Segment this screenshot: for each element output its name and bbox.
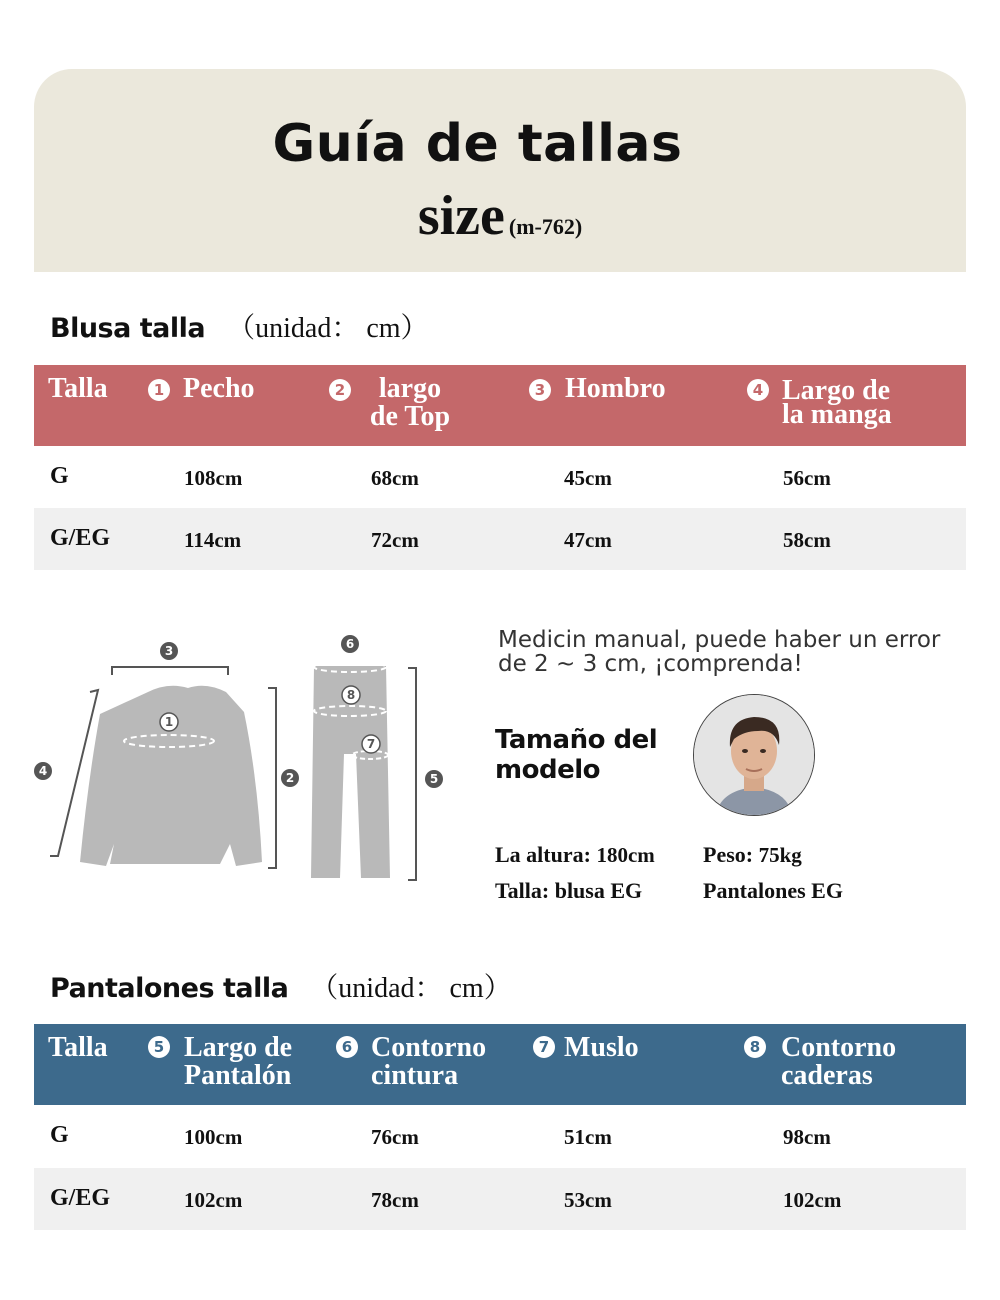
svg-text:3: 3 [164,644,174,658]
cell-hip: 102cm [783,1188,842,1212]
height-label: La altura [495,842,584,867]
model-portrait-icon [694,695,814,815]
model-height: La altura: 180cm [495,842,655,867]
model-weight: Peso: 75kg [703,842,802,867]
blouse-col-shoulder: Hombro [565,373,666,404]
cell-shoulder: 45cm [564,466,612,490]
table-row [34,1168,966,1230]
table-row [34,446,966,508]
number-badge-icon: 3 [529,379,551,401]
number-badge-icon: 5 [148,1036,170,1058]
blouse-col-chest: Pecho [183,373,255,404]
cell-size: G/EG [50,525,111,551]
blouse-unit-label: （unidad： cm） [227,313,429,344]
blouse-col-sleeve: Largo de la manga [782,375,892,430]
cell-sleeve: 56cm [783,466,831,490]
size-word: size [417,185,505,247]
svg-text:4: 4 [38,764,48,778]
cell-thigh: 53cm [564,1188,612,1212]
table-row [34,1105,966,1167]
pants-col-waist: Contorno cintura [371,1032,487,1091]
cell-top-length: 72cm [371,528,419,552]
svg-text:7: 7 [366,737,376,751]
marker-7-icon [362,735,380,753]
svg-text:1: 1 [164,715,174,729]
pants-col-length: Largo de Pantalón [184,1032,293,1091]
marker-2-icon [281,769,299,787]
pants-col-size: Talla [48,1032,108,1063]
weight-value: 75kg [758,843,802,867]
blouse-table-header [34,365,966,446]
marker-8-icon [342,686,360,704]
cell-pants-length: 102cm [184,1188,243,1212]
blouse-col-size: Talla [48,373,108,404]
svg-text:8: 8 [346,688,356,702]
blouse-col-top-length: largo de Top [369,373,451,432]
model-title-line-2: modelo [495,755,600,785]
number-badge-icon: 7 [533,1036,555,1058]
cell-chest: 114cm [184,528,242,552]
number-badge-icon: 8 [744,1036,766,1058]
cell-waist: 78cm [371,1188,419,1212]
model-blouse-size: Talla: blusa EG [495,878,643,903]
cell-waist: 76cm [371,1125,419,1149]
weight-label: Peso [703,842,746,867]
pants-col-hip: Contorno caderas [781,1032,897,1091]
marker-4-icon [34,762,52,780]
model-code: (m-762) [508,214,583,239]
model-pants-size: Pantalones EG [703,878,843,903]
model-avatar [693,694,815,816]
cell-pants-length: 100cm [184,1125,243,1149]
cell-chest: 108cm [184,466,243,490]
blouse-section-heading [50,306,429,346]
svg-text:6: 6 [345,637,355,651]
svg-text:2: 2 [285,771,295,785]
svg-text:5: 5 [429,772,439,786]
cell-size: G [50,1122,69,1148]
measurement-note [498,628,958,676]
marker-3-icon [160,642,178,660]
note-line-2: de 2 ~ 3 cm, ¡comprenda! [498,651,803,677]
cell-shoulder: 47cm [564,528,612,552]
page-subtitle [0,184,1000,248]
garment-measurement-diagram [30,630,460,890]
pants-section-title: Pantalones talla [50,973,289,1004]
marker-1-icon [160,713,178,731]
pants-length-measure-line [408,668,416,880]
cell-size: G/EG [50,1185,111,1211]
marker-6-icon [341,635,359,653]
cell-thigh: 51cm [564,1125,612,1149]
pants-section-heading [50,966,512,1006]
pants-unit-label: （unidad： cm） [310,973,512,1004]
shoulder-measure-line [112,667,228,675]
model-title-line-1: Tamaño del [495,725,658,755]
blouse-section-title: Blusa talla [50,313,206,344]
cell-top-length: 68cm [371,466,419,490]
pants-col-thigh: Muslo [564,1032,639,1063]
pants-table-header [34,1024,966,1105]
number-badge-icon: 4 [747,379,769,401]
note-line-1: Medicin manual, puede haber un error [498,627,941,653]
model-size-title [495,725,657,785]
top-length-measure-line [268,688,276,868]
cell-sleeve: 58cm [783,528,831,552]
page-title: Guía de tallas [272,114,683,174]
cell-hip: 98cm [783,1125,831,1149]
number-badge-icon: 6 [336,1036,358,1058]
table-row [34,508,966,570]
marker-5-icon [425,770,443,788]
number-badge-icon: 1 [148,379,170,401]
cell-size: G [50,463,69,489]
number-badge-icon: 2 [329,379,351,401]
height-value: 180cm [596,843,655,867]
